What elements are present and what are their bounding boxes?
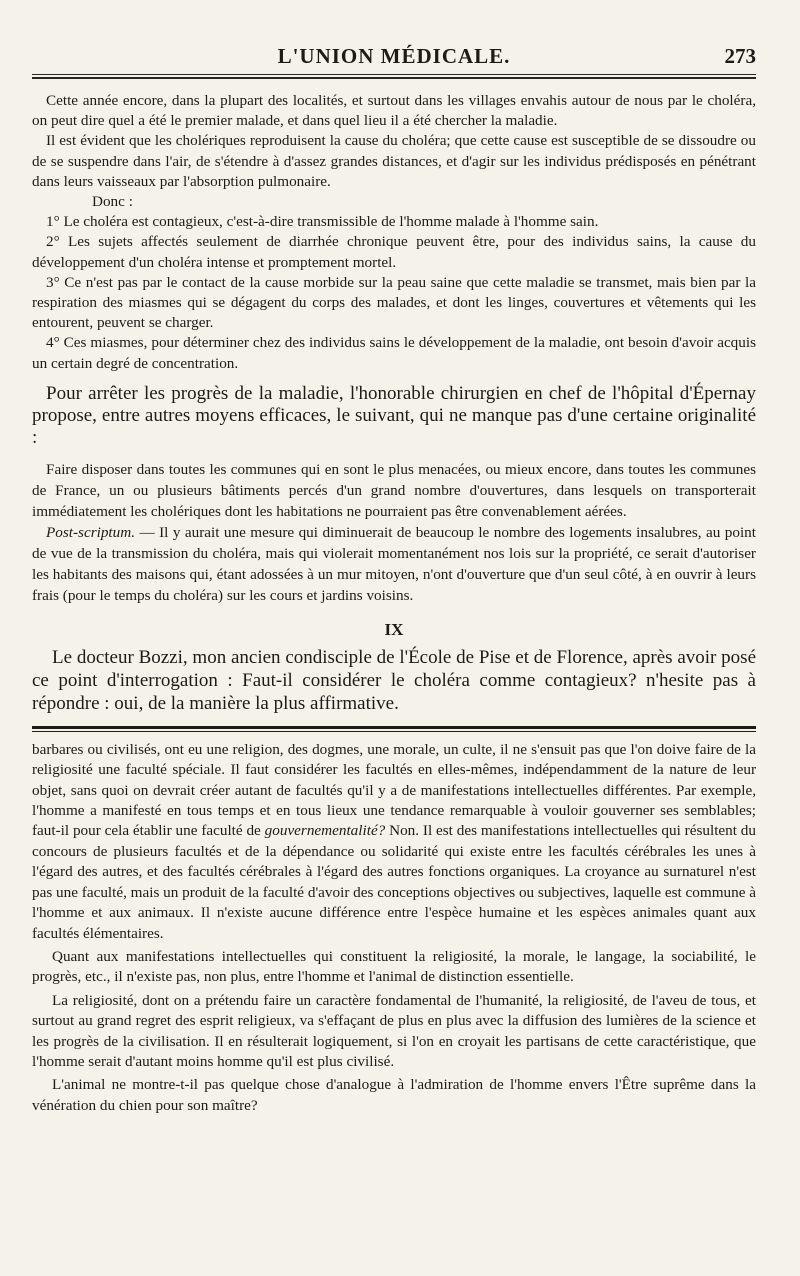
postscript-text: — Il y aurait une mesure qui diminuerait de beaucoup le nombre des logements insalubres, au point de vue de la transmission du choléra, mais qui violerait momentanément nos lois sur la propriété, ce serait d'autoriser les habitants des maisons qui, étant adossées à un mur mitoyen, n'ont d'ouverture que d'un seul côté, à en ouvrir à leurs frais (pour le temps du choléra) sur les cours et jardins voisins. (32, 523, 756, 604)
conclusion-1: 1° Le choléra est contagieux, c'est-à-dire transmissible de l'homme malade à l'homme sain. (46, 213, 599, 231)
paragraph-buildings: Faire disposer dans toutes les communes qui en sont le plus menacées, ou mieux encore, dans toutes les communes de France, un ou plusieurs bâtiments percés d'un grand nombre d'ouvertures, dans lesquels on transporterait immédiatement les cholériques dont les habitations ne pourraient pas être convenablement aérées. (32, 460, 756, 520)
feuilleton-paragraph-2: Quant aux manifestations intellectuelles qui constituent la religiosité, la morale, le langage, la sociabilité, le progrès, etc., il n'existe pas, non plus, entre l'homme et l'animal de distinction essentielle. (32, 947, 756, 986)
paragraph-epernay-proposal: Pour arrêter les progrès de la maladie, l'honorable chirurgien en chef de l'hôpital d'Épernay propose, entre autres moyens efficaces, le suivant, qui ne manque pas d'une certaine originalité : (32, 382, 756, 448)
feuilleton (32, 740, 756, 1116)
paragraph-village-observations: Cette année encore, dans la plupart des localités, et surtout dans les villages envahis autour de nous par le choléra, on peut dire quel a été le premier malade, et dans quel lieu il a été chercher la maladie. (32, 92, 756, 130)
feuilleton-separator (32, 726, 756, 732)
conclusion-2: 2° Les sujets affectés seulement de diarrhée chronique peuvent être, pour des individus sains, la cause du développement d'un choléra intense et promptement mortel. (32, 233, 756, 271)
feuilleton-paragraph-3: La religiosité, dont on a prétendu faire un caractère fondamental de l'humanité, la religiosité, de l'aveu de tous, et surtout au grand regret des esprit religieux, va s'effaçant de plus en plus avec la diffusion des lumières de la science et les progrès de la civilisation. Il en résulterait logiquement, si l'on en croyait les partisans de cette caractéristique, que l'homme serait d'autant moins homme qu'il est plus civilisé. (32, 991, 756, 1070)
section-numeral: IX (384, 619, 404, 639)
header-rule (32, 74, 756, 79)
page-number: 273 (724, 44, 756, 68)
running-header (32, 40, 756, 74)
contagion-conclusions (32, 91, 756, 374)
conclusion-3: 3° Ce n'est pas par le contact de la cause morbide sur la peau saine que cette maladie se transmet, mais bien par la respiration des miasmes qui se dégagent du corps des malades, et dont les linges, couvertures et vêtements qui les entourent, peuvent se charger. (32, 273, 756, 332)
postscript-label: Post-scriptum. (46, 523, 136, 541)
conclusion-4: 4° Ces miasmes, pour déterminer chez des individus sains le développement de la maladie, ont besoin d'avoir acquis un certain degré de concentration. (32, 334, 756, 372)
paragraph-postscript (32, 522, 756, 606)
feuilleton-p1-after: Non. Il est des manifestations intellectuelles qui résultent du concours de plusieurs facultés et de la dépendance ou solidarité qui existe entre les facultés cérébrales les unes à l'égard des autres, et des facultés cérébrales à l'égard des autres fonctions organiques. La croyance au surnaturel n'est pas une faculté, mais un produit de la faculté d'avoir des conceptions objectives ou subjectives, laquelle est commune à l'homme et aux animaux. Il n'existe aucune différence entre l'espèce humaine et les espèces animales quant aux facultés élémentaires. (32, 822, 756, 942)
paragraph-donc: Donc : (92, 193, 133, 211)
paragraph-cause-reproduction: Il est évident que les cholériques reproduisent la cause du choléra; que cette cause est susceptible de se dissoudre ou de se suspendre dans l'air, de s'étendre à d'assez grandes distances, et d'agir sur les individus prédisposés en pénétrant dans leurs vaisseaux par l'absorption pulmonaire. (32, 132, 756, 190)
journal-title: L'UNION MÉDICALE. (277, 44, 511, 68)
feuilleton-paragraph-4: L'animal ne montre-t-il pas quelque chose d'analogue à l'admiration de l'homme envers l'Être suprême dans la vénération du chien pour son maître? (32, 1076, 756, 1114)
bozzi-section (32, 646, 756, 715)
paragraph-bozzi: Le docteur Bozzi, mon ancien condisciple de l'École de Pise et de Florence, après avoir posé ce point d'interrogation : Faut-il considérer le choléra comme contagieux? n'hesite pas à répondre : oui, de la manière la plus affirmative. (32, 646, 756, 714)
intro-proposal (32, 383, 756, 449)
feuilleton-paragraph-1 (32, 740, 756, 944)
feuilleton-p1-before: barbares ou civilisés, ont eu une religion, des dogmes, une morale, un culte, il ne s'ensuit pas que l'on doive faire de la religiosité une faculté spéciale. Il faut considérer les facultés en elles-mêmes, indépendamment de la nature de leur objet, sans quoi on devrait créer autant de facultés qu'il y a de manifestations intellectuelles différentes. Par exemple, l'homme a manifesté en tous temps et en tous lieux une tendance remarquable à vouloir gouverner ses semblables; faut-il pour cela établir une faculté de (32, 740, 756, 840)
feuilleton-p1-em: gouvernementalité? (264, 822, 386, 840)
proposal-quote (32, 459, 756, 606)
